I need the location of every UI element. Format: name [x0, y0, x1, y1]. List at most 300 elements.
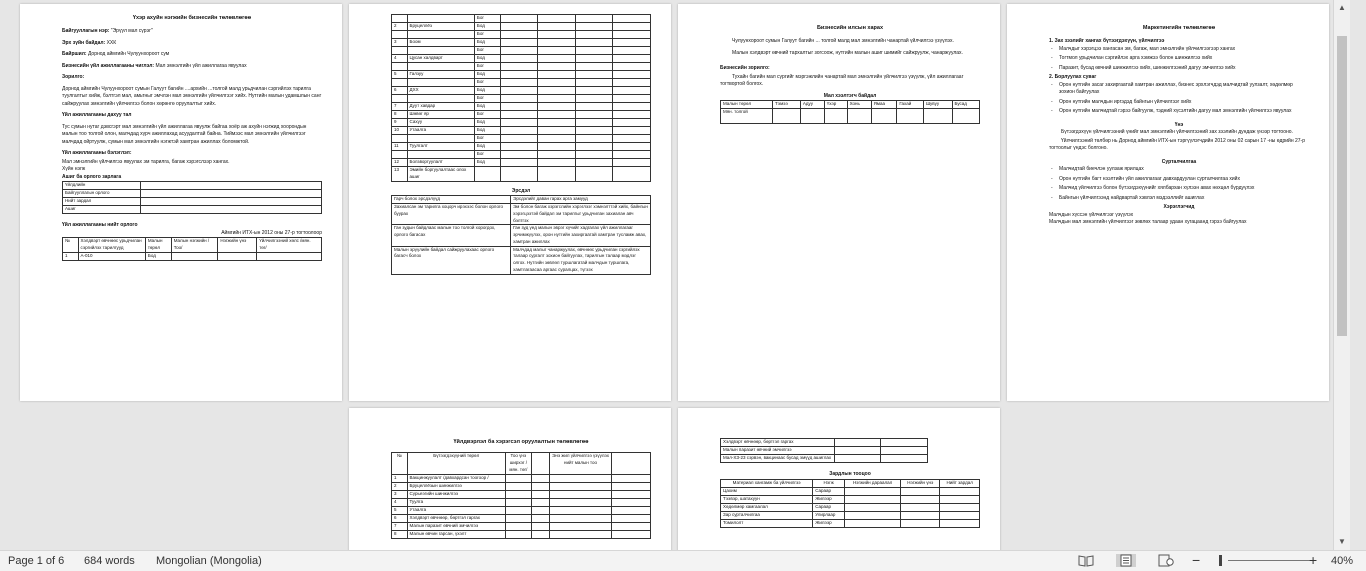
location-value: Дорнод аймгийн Чулуунхороот сум: [86, 51, 170, 58]
table-cell: [613, 167, 651, 182]
table-header-cell: Бусад: [952, 101, 980, 109]
table-cell: [613, 39, 651, 47]
table-cell: [613, 15, 651, 23]
status-bar: [0, 550, 1366, 571]
table-cell: Бод: [474, 159, 500, 167]
production-table: [391, 452, 651, 538]
table-cell: [613, 151, 651, 159]
table-cell: Бог: [474, 15, 500, 23]
org-name-label: Байгууллагын нэр:: [62, 28, 110, 35]
list-item: - Орон нутгийн малчидтай гэрээ байгуулж, тэдний хүсэлтийн дагуу мал эмнэлгийн үйлчилгээ явуулах: [1059, 108, 1309, 116]
total-income-note: Аймгийн ИТХ-ын 2012 оны 27-р тогтоолоор: [221, 229, 322, 236]
zoom-in-button[interactable]: +: [1309, 552, 1318, 568]
scroll-up-icon[interactable]: ▲: [1338, 3, 1346, 12]
table-cell: [505, 482, 531, 490]
table-cell: [538, 63, 576, 71]
table-cell: Ган зудын байдлаас малын тоо толгой хорогдох, орлого багасах: [392, 225, 511, 246]
table-row: [392, 482, 651, 490]
table-row: [392, 159, 651, 167]
table-row: [63, 206, 322, 214]
table-cell: Улирлаар: [813, 511, 845, 519]
org-name-value: "Эрүүл мал сүрэг": [109, 28, 153, 35]
livestock-table: [720, 100, 980, 124]
table-cell: [531, 530, 549, 538]
table-cell: [500, 47, 538, 55]
table-cell: [505, 474, 531, 482]
scroll-down-icon[interactable]: ▼: [1338, 537, 1346, 546]
table-cell: 13: [392, 167, 408, 182]
table-row: [392, 127, 651, 135]
table-cell: [392, 135, 408, 143]
buyers-text-2: Малчдын мал эмнэлгийн үйлчилгээг зөвлөх талаар удаан хугацаанд гэрээ байгуулах: [1049, 219, 1247, 226]
table-cell: Хөдөлмөр хамгаалал: [721, 503, 813, 511]
table-cell: 8: [392, 530, 408, 538]
table-cell: [845, 503, 901, 511]
table-cell: [500, 87, 538, 95]
table-cell: [549, 498, 611, 506]
table-cell: [613, 55, 651, 63]
table-row: [721, 511, 980, 519]
zoom-level[interactable]: 40%: [1331, 555, 1354, 567]
document-page-6[interactable]: [678, 408, 1000, 550]
table-cell: Сахуу: [407, 119, 474, 127]
table-cell: Цусан халдварт: [407, 55, 474, 63]
list-item: - Орон нутгийн засаг захиргаатай хамтран ажиллах, бизнес эрхлэгчдэд малчидтай уулзалт, хөдөлмөр зохион байгуулах: [1059, 82, 1309, 97]
table-cell: Бод: [474, 39, 500, 47]
table-header-cell: Эрсдэлийг даван гарах арга замууд: [511, 196, 651, 204]
table-cell: [901, 495, 940, 503]
table-header-cell: Материал хангамж ба үйлчилгээ: [721, 479, 813, 487]
table-cell: Ашиг: [63, 206, 141, 214]
table-header-cell: Шувуу: [923, 101, 952, 109]
buyers-text-1: Малчдын хүссэн үйлчилгээг үзүүлэх: [1049, 211, 1134, 218]
table-cell: Туулгалт: [407, 143, 474, 151]
table-cell: [613, 143, 651, 151]
table-cell: [612, 482, 651, 490]
sales-text-2: Хүйн нэгж: [62, 166, 86, 173]
table-cell: [500, 95, 538, 103]
table-cell: Жилээр: [813, 495, 845, 503]
page-count[interactable]: Page 1 of 6: [8, 555, 65, 567]
table-cell: [575, 63, 613, 71]
table-cell: [834, 439, 881, 447]
table-cell: [407, 15, 474, 23]
price-text-2: Үйлчилгээний төлбөр нь Дорнод аймгийн ИТХ-ын тэргүүлэгчдийн 2012 оны 02 сарын 17 -ны өдрийн 27-р тогтоолыг үндэс болгоно.: [1049, 137, 1305, 152]
table-row: [392, 498, 651, 506]
table-cell: [952, 109, 980, 124]
table-cell: Эмийн боргуулалтаас олох ашиг: [407, 167, 474, 182]
table-cell: ДХХ: [407, 87, 474, 95]
table-cell: Бруцеллёз: [407, 23, 474, 31]
table-cell: 5: [392, 506, 408, 514]
table-row: [392, 87, 651, 95]
table-cell: Малчдад малыг чанаржуулах, өвчнөөс урьдчилан сэргийлэх талаар сургалт зохион байгуулах, тарилгын талаар мэдлэг олгох. Нутгийн зөвлөл туршлагатай малчдын туршлага, хамтлагаасаа аргаас суралцах, түгээх: [511, 246, 651, 274]
document-page-5[interactable]: [349, 408, 671, 550]
table-cell: [613, 71, 651, 79]
table-cell: [538, 79, 576, 87]
table-cell: [538, 55, 576, 63]
table-cell: [575, 127, 613, 135]
product-heading: 1. Зах зээлийг хангах бүтээгдэхүүн, үйлчилгээ: [1049, 38, 1165, 45]
table-row: [721, 109, 980, 124]
table-row: [392, 490, 651, 498]
table-cell: [500, 23, 538, 31]
purpose-text: Дорнод аймгийн Чулуунхороот сумын Галуут багийн ....архийн ...толгой малд урьдчилан сэргийлэх тарилга туулгалтыг хийж, бэлтгэл мал, амьтныг эмчлэн мал эмнэлгийн үйлчилгээг хийх. Нутгийн малын удамшлын санг сайжруулах эмнэлгийн үйлчилгээ болон хөрөнгө оруулалтыг хийх.: [62, 85, 322, 107]
table-cell: [612, 474, 651, 482]
table-header-cell: Малын нэгжийн /Тоо/: [171, 238, 218, 253]
table-cell: 3: [392, 490, 408, 498]
zoom-slider-thumb[interactable]: [1219, 555, 1222, 566]
table-cell: Бод: [474, 55, 500, 63]
table-header-cell: Малын төрөл: [145, 238, 171, 253]
table-cell: [575, 39, 613, 47]
table-cell: [500, 119, 538, 127]
table-row: [721, 439, 928, 447]
table1-heading: Ашиг ба орлого зарлага: [62, 173, 122, 180]
table-header-cell: Малын төрөл: [721, 101, 773, 109]
table-cell: [500, 15, 538, 23]
table-cell: [392, 95, 408, 103]
table-header-cell: Адуу: [800, 101, 824, 109]
table-header-cell: Нэгжийн үнэ: [218, 238, 257, 253]
document-page-1[interactable]: [20, 4, 342, 401]
table-cell: [845, 495, 901, 503]
table-cell: [575, 55, 613, 63]
table-cell: Малын паразит өвчний эмчилгээ: [721, 447, 835, 455]
table-cell: [531, 482, 549, 490]
list-item: - Орон нутгийн малчдын иргэдэд байнгын үйлчилгээг хийх: [1059, 99, 1309, 107]
purpose-heading: Зорилго:: [62, 74, 85, 81]
table-cell: [575, 31, 613, 39]
table-cell: 11: [392, 143, 408, 151]
table-cell: [575, 71, 613, 79]
table-cell: Шөвөг яр: [407, 111, 474, 119]
table-row: [392, 204, 651, 225]
document-page-4[interactable]: [1007, 4, 1329, 401]
table-cell: [500, 135, 538, 143]
table-cell: [538, 127, 576, 135]
table-cell: [613, 31, 651, 39]
table-cell: [881, 439, 928, 447]
table-cell: [407, 63, 474, 71]
table-cell: [613, 127, 651, 135]
list-item: - Малчдыг хэрэгцээ хангасан эм, багаж, мал эмнэлгийн үйлчилгээгээр хангах: [1059, 46, 1309, 54]
table-cell: [824, 109, 847, 124]
profit-table: [62, 181, 322, 214]
table-cell: [500, 103, 538, 111]
table-cell: Хэлдвэрт өвчнөөр, бөртгэл гаргах: [721, 439, 835, 447]
table-cell: [538, 111, 576, 119]
table-cell: 4: [392, 498, 408, 506]
web-layout-icon[interactable]: [1158, 554, 1174, 567]
table-cell: [575, 119, 613, 127]
table-cell: Бог: [474, 95, 500, 103]
table-cell: [612, 514, 651, 522]
table-cell: 2: [392, 23, 408, 31]
table-cell: Сараар: [813, 487, 845, 495]
table-cell: [500, 111, 538, 119]
table-cell: [773, 109, 801, 124]
sales-heading: Үйл ажиллагааны бэлэглэл:: [62, 150, 132, 157]
table-cell: [171, 252, 218, 260]
table-cell: [505, 506, 531, 514]
table-cell: [549, 530, 611, 538]
table-cell: [500, 143, 538, 151]
table-cell: [392, 79, 408, 87]
table-cell: Туулга: [407, 498, 505, 506]
table-cell: [538, 159, 576, 167]
table-row: [392, 63, 651, 71]
table-row: [392, 111, 651, 119]
table-cell: [392, 15, 408, 23]
table-cell: Хэлдвэрт өвчнөөр, бөртгэл гаргах: [407, 514, 505, 522]
table-cell: [407, 31, 474, 39]
document-page-3[interactable]: [678, 4, 1000, 401]
word-count[interactable]: 684 words: [84, 555, 135, 567]
table-cell: Бог: [474, 135, 500, 143]
table-cell: [392, 31, 408, 39]
table-cell: [392, 47, 408, 55]
table-cell: [531, 474, 549, 482]
table-cell: Байгууллагын орлого: [63, 190, 141, 198]
table-cell: Сараар: [813, 503, 845, 511]
table-row: [392, 15, 651, 23]
table-cell: [218, 252, 257, 260]
table-cell: [575, 143, 613, 151]
table-cell: [845, 519, 901, 527]
table-cell: [834, 455, 881, 463]
table-header-row: [63, 238, 322, 253]
risk-table: [391, 195, 651, 275]
table-cell: [505, 530, 531, 538]
buyers-heading: Хэрэглэгчид: [1163, 204, 1195, 211]
table-cell: [901, 487, 940, 495]
promotion-list: [1049, 166, 1309, 202]
table-cell: [505, 522, 531, 530]
table-row: [392, 103, 651, 111]
table-cell: [901, 503, 940, 511]
table-cell: Жилээр: [813, 519, 845, 527]
table-cell: 2: [392, 482, 408, 490]
table-cell: [407, 151, 474, 159]
table-cell: Мян. толгой: [721, 109, 773, 124]
table-cell: [613, 119, 651, 127]
table-cell: Утаалга: [407, 506, 505, 514]
history-heading: Үйл ажиллагааны дахуу тал: [62, 112, 132, 119]
list-item: - Орон нутгийн багт нээлтийн үйл ажиллагааг давхардуулан сурталчилгаа хийх: [1059, 176, 1309, 184]
table-cell: [613, 111, 651, 119]
table-cell: Бод: [145, 252, 171, 260]
table-cell: Эм болон багаж хэрэгслийн хэрэглээг хэмнэлттэй хийх, байнгын хэрэгцээтэй байдал эм тарилгыг урьдчилан захиалан авч бэлтгэх: [511, 204, 651, 225]
table-cell: Бог: [474, 47, 500, 55]
page-title: Маркетингийн төлөвлөгөө: [1142, 25, 1216, 31]
table-cell: 10: [392, 127, 408, 135]
table-cell: [575, 95, 613, 103]
table-cell: 12: [392, 159, 408, 167]
table-cell: [505, 514, 531, 522]
table-header-cell: Нэгжийн дараалал: [845, 479, 901, 487]
table-cell: [531, 490, 549, 498]
table-cell: 1: [392, 474, 408, 482]
table-cell: [575, 159, 613, 167]
channel-list: [1049, 82, 1309, 116]
table-cell: [531, 522, 549, 530]
table-cell: [538, 143, 576, 151]
table-row: [392, 119, 651, 127]
table-cell: [500, 167, 538, 182]
table-cell: [531, 498, 549, 506]
livestock-table-heading: Мал хээлтэгч байдал: [823, 92, 877, 99]
table-cell: 3: [392, 39, 408, 47]
table-cell: [549, 474, 611, 482]
page-title: Үхэр ахуйн нэгжийн бизнесийн төлөвлөгөө: [132, 15, 252, 21]
table-cell: [923, 109, 952, 124]
table-cell: [140, 198, 321, 206]
table-cell: Малын паразит өвчний эмчилгээ: [407, 522, 505, 530]
table-cell: [613, 103, 651, 111]
table-cell: 4: [392, 55, 408, 63]
table-cell: Бог: [474, 63, 500, 71]
table-cell: [613, 135, 651, 143]
table-cell: [612, 498, 651, 506]
table-header-cell: Тэмээ: [773, 101, 801, 109]
table-cell: Ган зуд үед малын эврэг хүчийг хадгалах үйл ажиллагааг эрчимжүүлэх, орон нутгийн захиргаатай хамтран тусламж авах, хамтран ажиллах: [511, 225, 651, 246]
channel-heading: 2. Борлуулах суваг: [1049, 74, 1097, 81]
table-cell: [538, 119, 576, 127]
table-cell: 5: [392, 71, 408, 79]
zoom-slider[interactable]: [1228, 560, 1310, 561]
table-cell: Томилолт: [721, 519, 813, 527]
table-cell: Бод: [474, 103, 500, 111]
table-header-cell: Нэгжийн үнэ: [901, 479, 940, 487]
table-cell: Дуут хавдар: [407, 103, 474, 111]
table-cell: [800, 109, 824, 124]
table-row: [721, 495, 980, 503]
table-cell: [500, 159, 538, 167]
goal-heading: Бизнесийн зорилго:: [720, 65, 770, 72]
table-cell: [538, 39, 576, 47]
table-row: [63, 182, 322, 190]
table-cell: 8: [392, 111, 408, 119]
table-row: [392, 71, 651, 79]
page-title: Бизнесийн илсын харах: [816, 25, 884, 31]
read-mode-icon[interactable]: [1078, 554, 1094, 567]
table-row: [392, 151, 651, 159]
table-cell: [575, 103, 613, 111]
table-row: [63, 198, 322, 206]
table-cell: [538, 23, 576, 31]
table-row: [392, 39, 651, 47]
table-cell: [940, 511, 980, 519]
table-row: [392, 506, 651, 514]
print-layout-icon[interactable]: [1116, 554, 1136, 567]
income-table: [62, 237, 322, 261]
table-cell: [407, 79, 474, 87]
table-header-cell: [531, 453, 549, 474]
vaccination-table: [391, 14, 651, 182]
table-row: [392, 514, 651, 522]
table-header-cell: Энэ жил үйлчилгээ үзүүлэх нийт малын тоо: [549, 453, 611, 474]
table-cell: Бог: [474, 111, 500, 119]
table-row: [721, 519, 980, 527]
table-header-cell: Нийт зардал: [940, 479, 980, 487]
table-cell: Бод: [474, 143, 500, 151]
table-cell: [940, 495, 980, 503]
table-cell: 1: [63, 252, 79, 260]
table-row: [392, 135, 651, 143]
table-cell: [575, 23, 613, 31]
table-cell: Бог: [474, 151, 500, 159]
table-cell: [538, 95, 576, 103]
table-cell: [474, 167, 500, 182]
table-row: [63, 190, 322, 198]
table-cell: Сүрьеэгийн шинжилгээ: [407, 490, 505, 498]
activity-label: Бизнесийн үйл ажиллагааны чиглэл:: [62, 62, 155, 69]
table-cell: [140, 182, 321, 190]
table-cell: [500, 31, 538, 39]
table-cell: [612, 506, 651, 514]
table-cell: [613, 95, 651, 103]
table-cell: Вакцинжуулалт /давхардсан тоогоор /: [407, 474, 505, 482]
table-cell: [871, 109, 897, 124]
table-cell: [500, 79, 538, 87]
table-cell: [140, 206, 321, 214]
table-cell: [505, 498, 531, 506]
table-cell: [538, 167, 576, 182]
table-cell: [531, 506, 549, 514]
table-cell: Бруцеллёзын шинжилгээ: [407, 482, 505, 490]
table-header-row: [721, 101, 980, 109]
table-cell: [538, 15, 576, 23]
table-header-cell: Бүтээгдэхүүний төрөл: [407, 453, 505, 474]
table-cell: [505, 490, 531, 498]
table-header-cell: Үйлчилгээний хөлс /мян. төг/: [257, 238, 322, 253]
table-header-cell: Үхэр: [824, 101, 847, 109]
table-cell: [613, 159, 651, 167]
table-cell: Утаалга: [407, 127, 474, 135]
cost-heading: Зардлын тооцоо: [829, 471, 871, 477]
table-header-cell: №: [63, 238, 79, 253]
table-cell: [575, 135, 613, 143]
price-heading: Үнэ: [1174, 121, 1184, 128]
product-heading-text: Зах зээлийг хангах бүтээгдэхүүн, үйлчилгээ: [1054, 38, 1165, 45]
total-income-heading: Үйл ажиллагааны нийт орлого: [62, 222, 138, 229]
language-indicator[interactable]: Mongolian (Mongolia): [156, 555, 262, 567]
list-item: - Тогтмол урьдчилан сэргийлэх арга хэмжээ болон шинжилгээ хийх: [1059, 55, 1309, 63]
table-cell: Цахим: [721, 487, 813, 495]
table-cell: Бод: [474, 23, 500, 31]
cost-table: [720, 479, 980, 528]
table-cell: [538, 71, 576, 79]
scrollbar-thumb[interactable]: [1337, 36, 1347, 336]
table-cell: Бод: [474, 87, 500, 95]
table-header-row: [392, 453, 651, 474]
table-row: [392, 55, 651, 63]
table-cell: [407, 47, 474, 55]
vertical-scrollbar[interactable]: [1333, 0, 1350, 550]
zoom-out-button[interactable]: −: [1192, 552, 1201, 568]
price-text-1: Бүтээгдэхүүн үйлчилгээний үнийг мал эмнэлгийн үйлчилгээний зах зээлийн дундаж үнээр тогтооно.: [1061, 129, 1293, 136]
table-cell: 6: [392, 514, 408, 522]
legal-status-label: Эрх зүйн байдал:: [62, 39, 106, 46]
table-cell: [940, 503, 980, 511]
table-cell: Нийт зардал: [63, 198, 141, 206]
table-row: [392, 530, 651, 538]
table-cell: 9: [392, 119, 408, 127]
table-cell: 6: [392, 87, 408, 95]
table-cell: [549, 514, 611, 522]
document-page-2[interactable]: [349, 4, 671, 401]
